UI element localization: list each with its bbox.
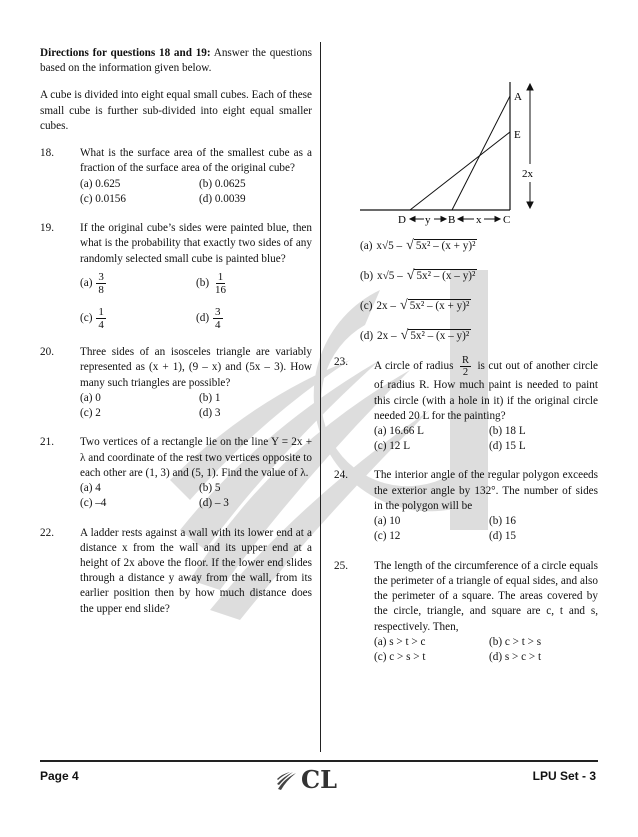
option-c: (c) 0.0156 — [80, 192, 126, 205]
directions-heading: Directions for questions 18 and 19: — [40, 47, 211, 59]
option-b: (b) $\frac{1}{16}$ — [196, 270, 227, 296]
ladder-new-position — [410, 132, 510, 210]
option-a: (a) x√5 – √ 5x² – (x + y)² — [360, 238, 476, 254]
label-x: x — [476, 214, 482, 226]
height-arrow — [527, 84, 533, 208]
question-number: 23. — [334, 356, 348, 369]
question-number: 22. — [40, 526, 54, 539]
option-a: (a) 10 — [374, 515, 401, 528]
question-number: 24. — [334, 469, 348, 482]
directions-text: Answer the questions based on the information given below. — [40, 47, 312, 75]
question-23 — [334, 355, 598, 454]
question-text: The length of the circumference of a circle equals the perimeter of a triangle of equal sides, and also the perimeter of a square. The areas covered by the circle, triangle, and square are c, t and s, respectively. Then, — [374, 559, 598, 633]
question-18 — [40, 146, 312, 207]
option-a: (a) 0 — [80, 391, 101, 404]
option-c: (c) $\frac{1}{4}$ — [80, 306, 104, 332]
label-d: D — [398, 214, 406, 226]
question-text: A circle of radius $\frac{R}{2}$ is cut out of another circle of radius R. How much paint is needed to paint this circle (with a hole in it) if the original circle needed 20 L for the painting? — [374, 355, 599, 422]
label-2x: 2x — [522, 168, 533, 180]
option-d: (d) 15 L — [489, 440, 526, 453]
option-a: (a) 16.66 L — [374, 424, 425, 437]
option-b: (b) 0.0625 — [199, 177, 246, 190]
question-text: What is the surface area of the smallest cube as a fraction of the surface area of the original cube? — [80, 147, 312, 175]
question-text: If the original cube’s sides were painted blue, then what is the probability that exactly two sides of any randomly selected small cube is painted blue? — [80, 222, 312, 265]
option-c: (c) 2 — [80, 407, 101, 420]
label-b: B — [448, 214, 456, 226]
directions — [40, 46, 312, 76]
question-number: 19. — [40, 222, 54, 235]
right-column — [334, 46, 598, 679]
question-25 — [334, 559, 598, 666]
question-text: Two vertices of a rectangle lie on the line Y = 2x + λ and coordinate of the rest two vertices opposite to each other are (1, 3) and (5, 1). Find the value of λ. — [80, 436, 312, 479]
option-d: (d) 2x – √ 5x² – (x – y)² — [360, 328, 470, 344]
question-20 — [40, 345, 312, 421]
option-d: (d) 15 — [489, 530, 517, 543]
question-text: A ladder rests against a wall with its lower end at a distance x from the wall and its upper end at a height of 2x above the floor. If the lower end slides through a distance y away from the wall, from its earlier position then by how much distance does the upper end slide? — [80, 526, 312, 615]
option-d: (d) – 3 — [199, 497, 229, 510]
passage: A cube is divided into eight equal small cubes. Each of these small cube is further sub-divided into eight equal smaller cubes. — [40, 89, 312, 132]
question-19 — [40, 221, 312, 331]
footer-logo — [276, 764, 337, 797]
question-number: 18. — [40, 147, 54, 160]
option-d: (d) 0.0039 — [199, 192, 246, 205]
option-b: (b) 5 — [199, 482, 221, 495]
option-b: (b) x√5 – √ 5x² – (x – y)² — [360, 268, 476, 284]
label-e: E — [514, 129, 521, 141]
question-text: The interior angle of the regular polygon exceeds the exterior angle by 132°. The number of sides in the polygon will be — [374, 469, 598, 512]
option-c: (c) 12 L — [374, 440, 411, 453]
label-c: C — [503, 214, 511, 226]
option-d: (d) s > c > t — [489, 651, 542, 664]
option-c: (c) –4 — [80, 497, 107, 510]
set-label: LPU Set - 3 — [532, 769, 596, 783]
option-b: (b) c > t > s — [489, 635, 542, 648]
option-b: (b) 16 — [489, 515, 517, 528]
option-c: (c) 12 — [374, 530, 401, 543]
option-b: (b) 1 — [199, 391, 221, 404]
logo-text: CL — [301, 765, 337, 794]
question-22 — [40, 526, 312, 617]
option-a: (a) $\frac{3}{8}$ — [80, 270, 104, 296]
ladder-old-position — [452, 96, 510, 210]
ladder-diagram — [330, 46, 594, 226]
left-column — [40, 46, 312, 631]
option-c: (c) 2x – √ 5x² – (x + y)² — [360, 298, 470, 314]
option-b: (b) 18 L — [489, 424, 526, 437]
option-d: (d) $\frac{3}{4}$ — [196, 306, 221, 332]
option-c: (c) c > s > t — [374, 651, 426, 664]
question-number: 20. — [40, 346, 54, 359]
label-a: A — [514, 91, 522, 103]
column-divider — [320, 42, 321, 752]
option-a: (a) 4 — [80, 482, 101, 495]
footer-rule — [40, 760, 598, 762]
option-a: (a) s > t > c — [374, 635, 426, 648]
option-a: (a) 0.625 — [80, 177, 121, 190]
q22-options — [334, 235, 598, 347]
swoosh-icon — [276, 769, 298, 791]
question-number: 25. — [334, 559, 348, 572]
option-d: (d) 3 — [199, 407, 221, 420]
question-24 — [334, 468, 598, 544]
page-number: Page 4 — [40, 769, 79, 783]
label-y: y — [425, 214, 431, 226]
question-text: Three sides of an isosceles triangle are variably represented as (x + 1), (9 – x) and (5x – 3). How many such triangles are possible? — [80, 346, 312, 389]
question-number: 21. — [40, 436, 54, 449]
question-21 — [40, 435, 312, 511]
